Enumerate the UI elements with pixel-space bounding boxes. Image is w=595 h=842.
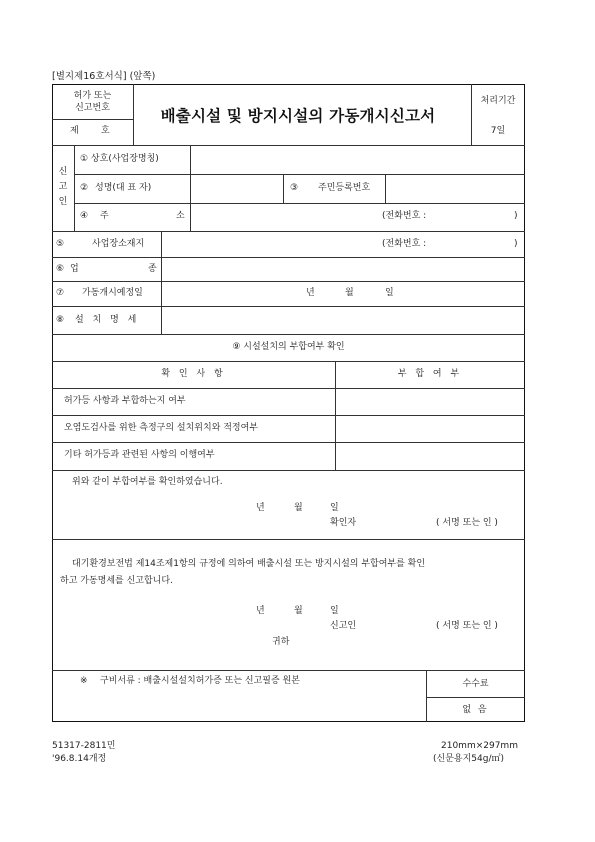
address-label: 소 bbox=[176, 211, 185, 221]
resident-no-number: ③ bbox=[290, 183, 299, 193]
footer-paper-type: (신문용지54g/㎡) bbox=[433, 754, 504, 764]
industry-number: ⑥ bbox=[56, 264, 65, 274]
address-label: 주 bbox=[100, 211, 109, 221]
conformity-result-field[interactable] bbox=[336, 416, 524, 441]
processing-period-label: 처리기간 bbox=[480, 96, 516, 106]
industry-label: 업 bbox=[70, 264, 79, 274]
conformity-result-field[interactable] bbox=[336, 389, 524, 414]
divider bbox=[52, 539, 525, 540]
start-date-field[interactable] bbox=[162, 282, 524, 305]
check-items-column-header: 확 인 사 항 bbox=[161, 369, 226, 379]
address-label-number: ④ bbox=[80, 211, 89, 221]
divider bbox=[52, 361, 525, 362]
confirm-statement: 위와 같이 부합여부를 확인하였습니다. bbox=[72, 477, 223, 487]
permit-no-suffix: 호 bbox=[101, 126, 110, 136]
declaration-text: 대기환경보전법 제14조제1항의 규정에 의하여 배출시설 또는 방지시설의 부합여부를 확인 bbox=[72, 559, 426, 569]
industry-field[interactable] bbox=[162, 258, 524, 280]
confirm-month: 월 bbox=[294, 503, 303, 513]
footer-paper-size: 210mm×297mm bbox=[441, 741, 518, 751]
permit-no-label: 허가 또는 bbox=[73, 91, 112, 101]
site-location-field[interactable] bbox=[162, 232, 524, 256]
business-name-label: ① 상호(사업장명칭) bbox=[80, 154, 159, 164]
check-item: 허가등 사항과 부합하는지 여부 bbox=[64, 396, 186, 406]
reporter-signature[interactable]: ( 서명 또는 인 ) bbox=[436, 621, 498, 631]
start-date-year: 년 bbox=[306, 288, 315, 298]
resident-no-field[interactable] bbox=[386, 175, 524, 202]
reporter-side-label: 신 bbox=[58, 167, 68, 177]
name-label-number: ② bbox=[80, 183, 89, 193]
conformity-heading: ⑨ 시설설치의 부합여부 확인 bbox=[232, 342, 345, 352]
start-date-day: 일 bbox=[385, 288, 394, 298]
footer-revision: '96.8.14개정 bbox=[52, 754, 107, 764]
facility-number: ⑧ bbox=[56, 315, 65, 325]
processing-period-value: 7일 bbox=[490, 126, 506, 136]
reporter-side-label: 고 bbox=[58, 182, 68, 192]
start-date-number: ⑦ bbox=[56, 288, 65, 298]
addressee: 귀하 bbox=[272, 637, 290, 647]
confirm-year: 년 bbox=[256, 503, 265, 513]
industry-label: 종 bbox=[148, 264, 157, 274]
start-date-label: 가동개시예정일 bbox=[82, 288, 143, 298]
facility-details-field[interactable] bbox=[162, 307, 524, 333]
check-item: 오염도검사를 위한 측정구의 설치위치와 적정여부 bbox=[64, 423, 259, 433]
confirmer-label: 확인자 bbox=[330, 518, 357, 528]
form-number-note: [별지제16호서식] (앞쪽) bbox=[52, 71, 156, 82]
site-number: ⑤ bbox=[56, 239, 65, 249]
declaration-text: 하고 가동명세를 신고합니다. bbox=[60, 576, 173, 586]
required-documents: 구비서류 : 배출시설설치허가증 또는 신고필증 원본 bbox=[100, 676, 300, 686]
reporter-side-label: 인 bbox=[58, 197, 68, 207]
site-phone-close: ) bbox=[514, 239, 518, 249]
conformity-column-header: 부 합 여 부 bbox=[397, 369, 463, 379]
start-date-month: 월 bbox=[345, 288, 354, 298]
divider bbox=[283, 174, 284, 203]
address-field[interactable] bbox=[191, 204, 524, 230]
divider bbox=[52, 334, 525, 335]
footer-code: 51317-2811민 bbox=[52, 741, 116, 751]
form-title: 배출시설 및 방지시설의 가동개시신고서 bbox=[160, 107, 436, 125]
declaration-year: 년 bbox=[256, 606, 265, 616]
fee-label: 수수료 bbox=[462, 679, 489, 689]
permit-no-prefix: 제 bbox=[70, 126, 79, 136]
fee-value: 없 음 bbox=[462, 705, 489, 715]
divider bbox=[52, 470, 525, 471]
address-phone-close: ) bbox=[514, 211, 518, 221]
check-item: 기타 허가등과 관련된 사항의 이행여부 bbox=[64, 450, 215, 460]
reporter-label: 신고인 bbox=[330, 621, 357, 631]
conformity-result-field[interactable] bbox=[336, 443, 524, 469]
divider bbox=[52, 119, 133, 120]
facility-label: 설 치 명 세 bbox=[75, 315, 140, 325]
confirmer-signature[interactable]: ( 서명 또는 인 ) bbox=[436, 518, 498, 528]
site-location-label: 사업장소재지 bbox=[92, 239, 145, 249]
note-mark: ※ bbox=[80, 676, 88, 686]
resident-no-label: 주민등록번호 bbox=[318, 183, 371, 193]
site-phone-label: (전화번호 : bbox=[382, 239, 427, 249]
divider bbox=[74, 145, 75, 231]
business-name-field[interactable] bbox=[191, 146, 524, 173]
representative-name-field[interactable] bbox=[191, 175, 282, 202]
divider bbox=[426, 697, 525, 698]
address-phone-label: (전화번호 : bbox=[382, 211, 427, 221]
declaration-day: 일 bbox=[330, 606, 339, 616]
permit-no-label: 신고번호 bbox=[75, 103, 110, 113]
confirm-day: 일 bbox=[330, 503, 339, 513]
name-label: 성명(대 표 자) bbox=[95, 183, 152, 193]
declaration-month: 월 bbox=[294, 606, 303, 616]
divider bbox=[52, 670, 525, 671]
